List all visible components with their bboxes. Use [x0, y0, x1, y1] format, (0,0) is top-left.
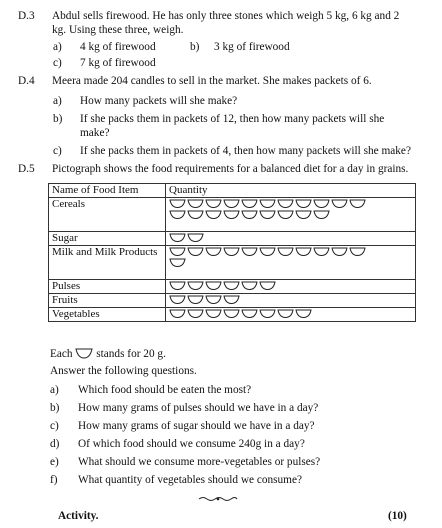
table-row: [49, 294, 416, 308]
bowl-icon: [169, 210, 186, 219]
bowl-icon: [259, 210, 276, 219]
bowl-icon: [223, 309, 240, 318]
q3-option-a-text: 4 kg of firewood: [80, 41, 156, 53]
answer-instruction: Answer the following questions.: [50, 365, 197, 377]
bowl-icon: [187, 210, 204, 219]
header-quantity: Quantity: [166, 184, 416, 198]
bowl-icon: [205, 281, 222, 290]
bowl-icon: [169, 199, 186, 208]
bowl-icon: [259, 309, 276, 318]
q3-option-b-text: 3 kg of firewood: [214, 41, 290, 53]
q5-question-e-text: What should we consume more-vegetables or pulses?: [78, 456, 321, 468]
question-number-d4: D.4: [18, 75, 35, 87]
bowl-icon: [205, 199, 222, 208]
bowl-icon: [169, 295, 186, 304]
bowl-icon: [241, 247, 258, 256]
quantity-cell: [166, 246, 416, 280]
bowl-icon: [169, 281, 186, 290]
q5-question-f-label: f): [50, 474, 58, 486]
bowl-icon: [205, 309, 222, 318]
bowl-icon: [187, 247, 204, 256]
bowl-icon: [241, 309, 258, 318]
q3-text-line2: kg. Using these three, weigh.: [52, 24, 184, 36]
q5-question-b-text: How many grams of pulses should we have in a day?: [78, 402, 319, 414]
q5-question-a-text: Which food should be eaten the most?: [78, 384, 252, 396]
bowl-icon: [295, 199, 312, 208]
q5-question-d-text: Of which food should we consume 240g in a day?: [78, 438, 305, 450]
bowl-icon: [241, 210, 258, 219]
food-item-cereals: Cereals: [49, 198, 166, 232]
bowl-icon: [187, 233, 204, 242]
bowl-icon: [223, 281, 240, 290]
bowl-icon: [223, 210, 240, 219]
bowl-icon: [313, 210, 330, 219]
bowl-icon: [205, 295, 222, 304]
bowl-icon: [205, 247, 222, 256]
bowl-icon: [277, 247, 294, 256]
question-number-d3: D.3: [18, 10, 35, 22]
q5-question-b-label: b): [50, 402, 60, 414]
bowl-group: [169, 294, 369, 305]
bowl-icon: [223, 295, 240, 304]
quantity-cell: [166, 294, 416, 308]
quantity-cell: [166, 308, 416, 322]
quantity-cell: [166, 198, 416, 232]
food-item-pulses: Pulses: [49, 280, 166, 294]
q4-part-c-text: If she packs them in packets of 4, then how many packets will she make?: [80, 145, 411, 157]
quantity-cell: [166, 280, 416, 294]
table-row: [49, 198, 416, 232]
bowl-icon: [169, 258, 186, 267]
marks: (10): [388, 510, 407, 522]
table-header-row: [49, 184, 416, 198]
q3-option-a-label: a): [53, 41, 62, 53]
bowl-icon: [313, 199, 330, 208]
q3-option-c-label: c): [53, 57, 62, 69]
q3-option-c-text: 7 kg of firewood: [80, 57, 156, 69]
bowl-icon: [277, 309, 294, 318]
bowl-group: [169, 198, 369, 220]
legend-prefix: Each: [50, 348, 73, 360]
q4-part-b-label: b): [53, 113, 63, 125]
bowl-icon: [187, 281, 204, 290]
q5-question-e-label: e): [50, 456, 59, 468]
food-item-vegetables: Vegetables: [49, 308, 166, 322]
ornament-divider: [198, 496, 238, 502]
quantity-cell: [166, 232, 416, 246]
q4-part-b-text-line2: make?: [80, 127, 110, 139]
bowl-icon: [295, 247, 312, 256]
bowl-group: [169, 232, 369, 243]
q4-part-c-label: c): [53, 145, 62, 157]
bowl-icon: [295, 309, 312, 318]
bowl-icon: [223, 199, 240, 208]
q4-text: Meera made 204 candles to sell in the market. She makes packets of 6.: [52, 75, 372, 87]
bowl-group: [169, 280, 369, 291]
bowl-icon: [75, 347, 93, 359]
bowl-icon: [349, 199, 366, 208]
food-item-milk: Milk and Milk Products: [49, 246, 166, 280]
q5-question-c-text: How many grams of sugar should we have in a day?: [78, 420, 315, 432]
table-row: [49, 308, 416, 322]
bowl-icon: [169, 309, 186, 318]
q5-text: Pictograph shows the food requirements for a balanced diet for a day in grains.: [52, 163, 409, 175]
q3-text-line1: Abdul sells firewood. He has only three stones which weigh 5 kg, 6 kg and 2: [52, 10, 400, 22]
bowl-icon: [187, 199, 204, 208]
q3-option-b-label: b): [190, 41, 200, 53]
bowl-icon: [259, 247, 276, 256]
legend-suffix: stands for 20 g.: [96, 348, 166, 360]
q4-part-a-text: How many packets will she make?: [80, 95, 238, 107]
q4-part-a-label: a): [53, 95, 62, 107]
question-number-d5: D.5: [18, 163, 35, 175]
bowl-icon: [331, 199, 348, 208]
bowl-icon: [259, 281, 276, 290]
food-item-sugar: Sugar: [49, 232, 166, 246]
bowl-group: [169, 308, 369, 319]
activity-heading: Activity.: [58, 510, 99, 522]
bowl-icon: [223, 247, 240, 256]
bowl-icon: [331, 247, 348, 256]
table-row: [49, 246, 416, 280]
food-item-fruits: Fruits: [49, 294, 166, 308]
pictograph-table: [48, 183, 416, 322]
table-row: [49, 280, 416, 294]
bowl-icon: [295, 210, 312, 219]
bowl-icon: [313, 247, 330, 256]
bowl-group: [169, 246, 369, 268]
bowl-icon: [169, 233, 186, 242]
q5-question-a-label: a): [50, 384, 59, 396]
bowl-icon: [277, 210, 294, 219]
q5-question-c-label: c): [50, 420, 59, 432]
q4-part-b-text-line1: If she packs them in packets of 12, then how many packets will she: [80, 113, 385, 125]
bowl-icon: [241, 281, 258, 290]
bowl-icon: [259, 199, 276, 208]
q5-question-f-text: What quantity of vegetables should we consume?: [78, 474, 302, 486]
bowl-icon: [241, 199, 258, 208]
legend: [50, 347, 166, 360]
bowl-icon: [187, 309, 204, 318]
bowl-icon: [349, 247, 366, 256]
bowl-icon: [277, 199, 294, 208]
bowl-icon: [205, 210, 222, 219]
header-food-item: Name of Food Item: [49, 184, 166, 198]
table-row: [49, 232, 416, 246]
q5-question-d-label: d): [50, 438, 60, 450]
bowl-icon: [187, 295, 204, 304]
bowl-icon: [169, 247, 186, 256]
